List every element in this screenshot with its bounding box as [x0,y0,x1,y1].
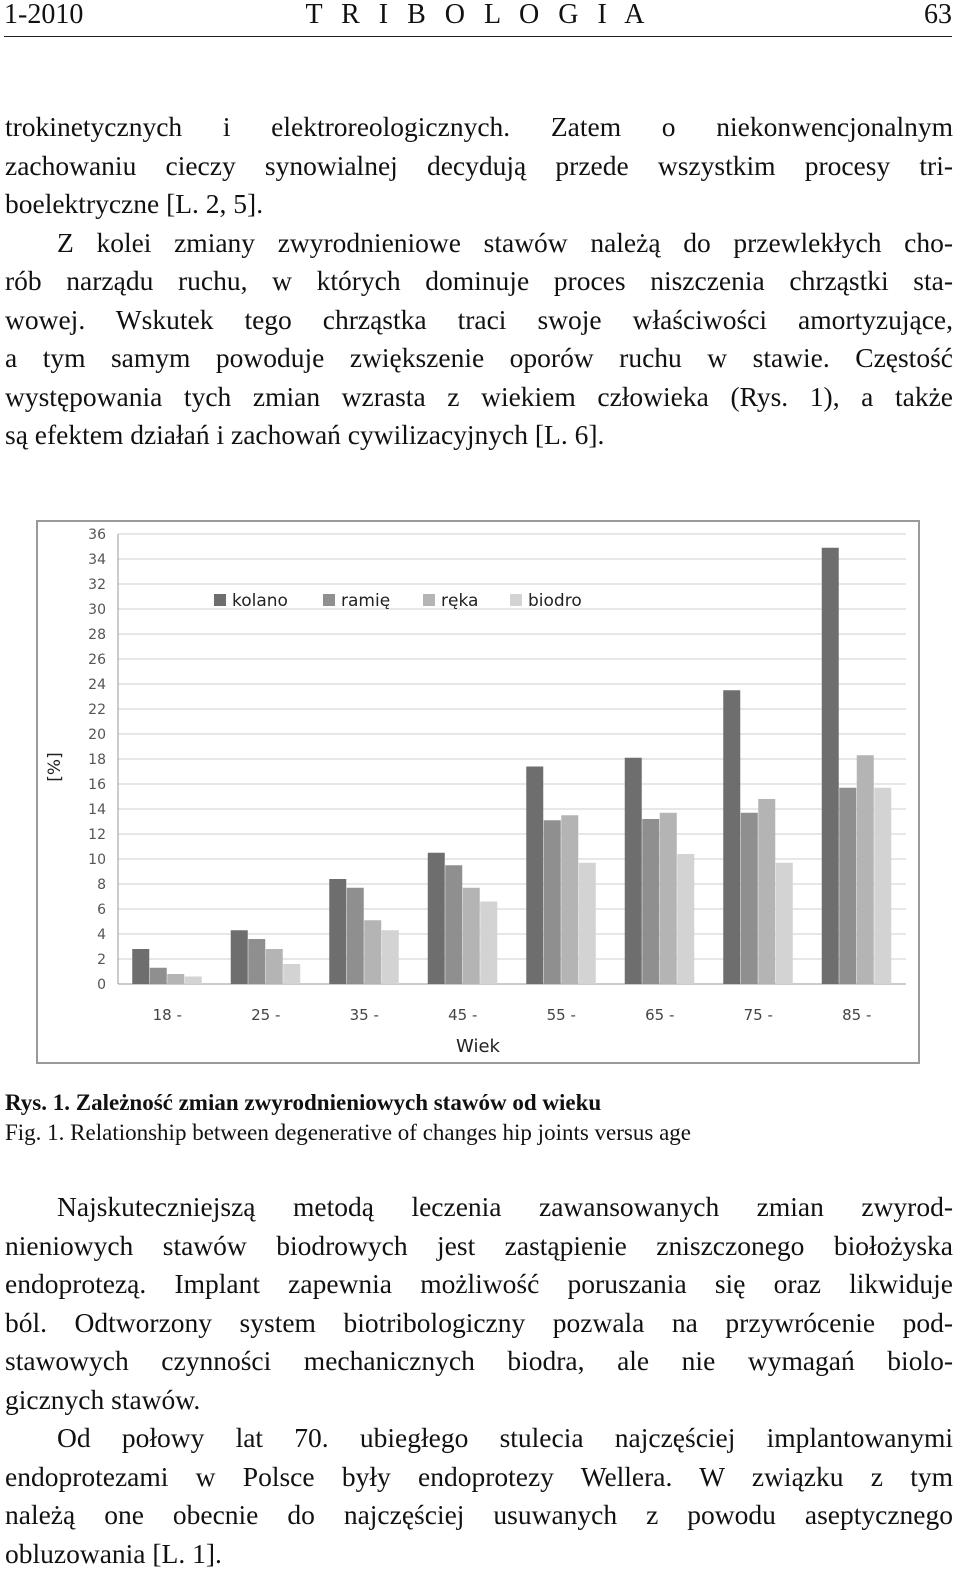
figure-caption-pl: Rys. 1. Zależność zmian zwyrodnieniowych stawów od wieku [5,1090,602,1115]
y-tick-label: 20 [88,727,106,743]
x-axis-label: Wiek [456,1036,500,1057]
text-line: wowej. Wskutek tego chrząstka traci swoje właściwości amortyzujące, [5,303,953,335]
legend-label-biodro: biodro [528,591,582,611]
x-tick-label: 25 - [251,1006,281,1024]
text-line: nieniowych stawów biodrowych jest zastąpienie zniszczonego biołożyska [5,1229,953,1261]
text-line: gicznych stawów. [5,1383,201,1415]
bar-ramię [248,939,265,984]
journal-title: T R I B O L O G I A [305,0,651,30]
bar-biodro [677,854,694,984]
text-line: boelektryczne [L. 2, 5]. [5,188,264,219]
text-line: należą one obecnie do najczęściej usuwanych z powodu aseptycznego [5,1499,953,1530]
bar-biodro [874,788,891,984]
legend-swatch-ramię [323,594,335,606]
y-tick-label: 18 [88,752,106,768]
bar-ramię [544,820,561,984]
y-tick-label: 34 [88,552,106,568]
paragraph-2 [5,224,953,455]
page-number: 63 [924,0,952,30]
y-tick-label: 10 [88,852,106,868]
text-line: a tym samym powoduje zwiększenie oporów ruchu w stawie. Częstość [5,342,953,373]
bar-chart [38,522,918,1062]
y-tick-label: 0 [97,977,106,993]
legend-swatch-kolano [214,594,226,606]
text-line: zachowaniu cieczy synowialnej decydują przede wszystkim procesy tri- [5,149,953,181]
running-header [4,0,952,37]
y-tick-label: 28 [88,627,106,643]
bar-ramię [642,819,659,984]
y-tick-label: 26 [88,652,106,668]
y-tick-label: 4 [97,927,106,943]
text-line: ból. Odtworzony system biotribologiczny pozwala na przywrócenie pod- [5,1306,953,1338]
bar-ramię [347,888,364,984]
x-tick-label: 85 - [842,1006,872,1024]
bar-kolano [723,690,740,984]
legend-label-ramię: ramię [341,591,391,611]
bar-ręka [758,799,775,984]
text-line: endoprotezami w Polsce były endoprotezy Wellera. W związku z tym [5,1460,953,1492]
figure-chart [36,520,920,1064]
bar-kolano [822,548,839,984]
y-tick-label: 16 [88,777,106,793]
bar-kolano [428,853,445,984]
text-line: występowania tych zmian wzrasta z wiekiem człowieka (Rys. 1), a także [5,380,953,412]
x-tick-label: 65 - [645,1006,675,1024]
text-line: trokinetycznych i elektroreologicznych. Zatem o niekonwencjonalnym [5,111,953,142]
x-tick-label: 55 - [546,1006,576,1024]
y-tick-label: 24 [88,677,106,693]
y-tick-label: 2 [97,952,106,968]
bar-biodro [579,863,596,984]
bar-ręka [463,888,480,984]
bar-ramię [741,813,758,984]
bar-kolano [132,949,149,984]
x-tick-label: 45 - [448,1006,478,1024]
bar-biodro [480,902,497,985]
bar-biodro [776,863,793,984]
text-line: stawowych czynności mechanicznych biodra, ale nie wymagań biolo- [5,1345,953,1376]
bar-ręka [561,815,578,984]
y-tick-label: 14 [88,802,106,818]
bar-ręka [364,920,381,984]
bar-kolano [231,930,248,984]
x-tick-label: 75 - [743,1006,773,1024]
bar-ręka [660,813,677,984]
y-tick-label: 12 [88,827,106,843]
legend-swatch-biodro [510,594,522,606]
bar-kolano [526,767,543,985]
bar-ramię [445,865,462,984]
bar-ręka [857,755,874,984]
bar-kolano [329,879,346,984]
y-tick-label: 6 [97,902,106,918]
y-tick-label: 32 [88,577,106,593]
bar-biodro [382,930,399,984]
text-line: Od połowy lat 70. ubiegłego stulecia najczęściej implantowanymi [57,1422,953,1453]
text-line: są efektem działań i zachowań cywilizacyjnych [L. 6]. [5,419,605,450]
text-line: endoprotezą. Implant zapewnia możliwość poruszania się oraz likwiduje [5,1268,953,1299]
x-tick-label: 18 - [152,1006,182,1024]
paragraph-4 [5,1419,953,1573]
figure-caption-en: Fig. 1. Relationship between degenerative of changes hip joints versus age [5,1120,691,1145]
text-line: rób narządu ruchu, w których dominuje proces niszczenia chrząstki sta- [5,265,953,296]
bar-biodro [283,964,300,984]
bar-biodro [185,977,202,985]
legend-swatch-ręka [423,594,435,606]
y-tick-label: 30 [88,602,106,618]
paragraph-1 [5,108,953,224]
legend-label-ręka: ręka [441,591,479,611]
y-tick-label: 22 [88,702,106,718]
text-line: obluzowania [L. 1]. [5,1537,222,1569]
paragraph-3 [5,1188,953,1419]
text-line: Najskuteczniejszą metodą leczenia zawansowanych zmian zwyrod- [57,1191,953,1222]
x-tick-label: 35 - [349,1006,379,1024]
y-tick-label: 36 [88,527,106,543]
y-axis-label: [%] [45,752,65,782]
bar-ramię [150,968,167,984]
bar-ręka [266,949,283,984]
bar-kolano [625,758,642,984]
y-tick-label: 8 [97,877,106,893]
bar-ramię [839,788,856,984]
issue-number: 1-2010 [4,0,84,30]
legend-label-kolano: kolano [232,591,288,611]
bar-ręka [167,974,184,984]
text-line: Z kolei zmiany zwyrodnieniowe stawów należą do przewlekłych cho- [57,226,953,258]
